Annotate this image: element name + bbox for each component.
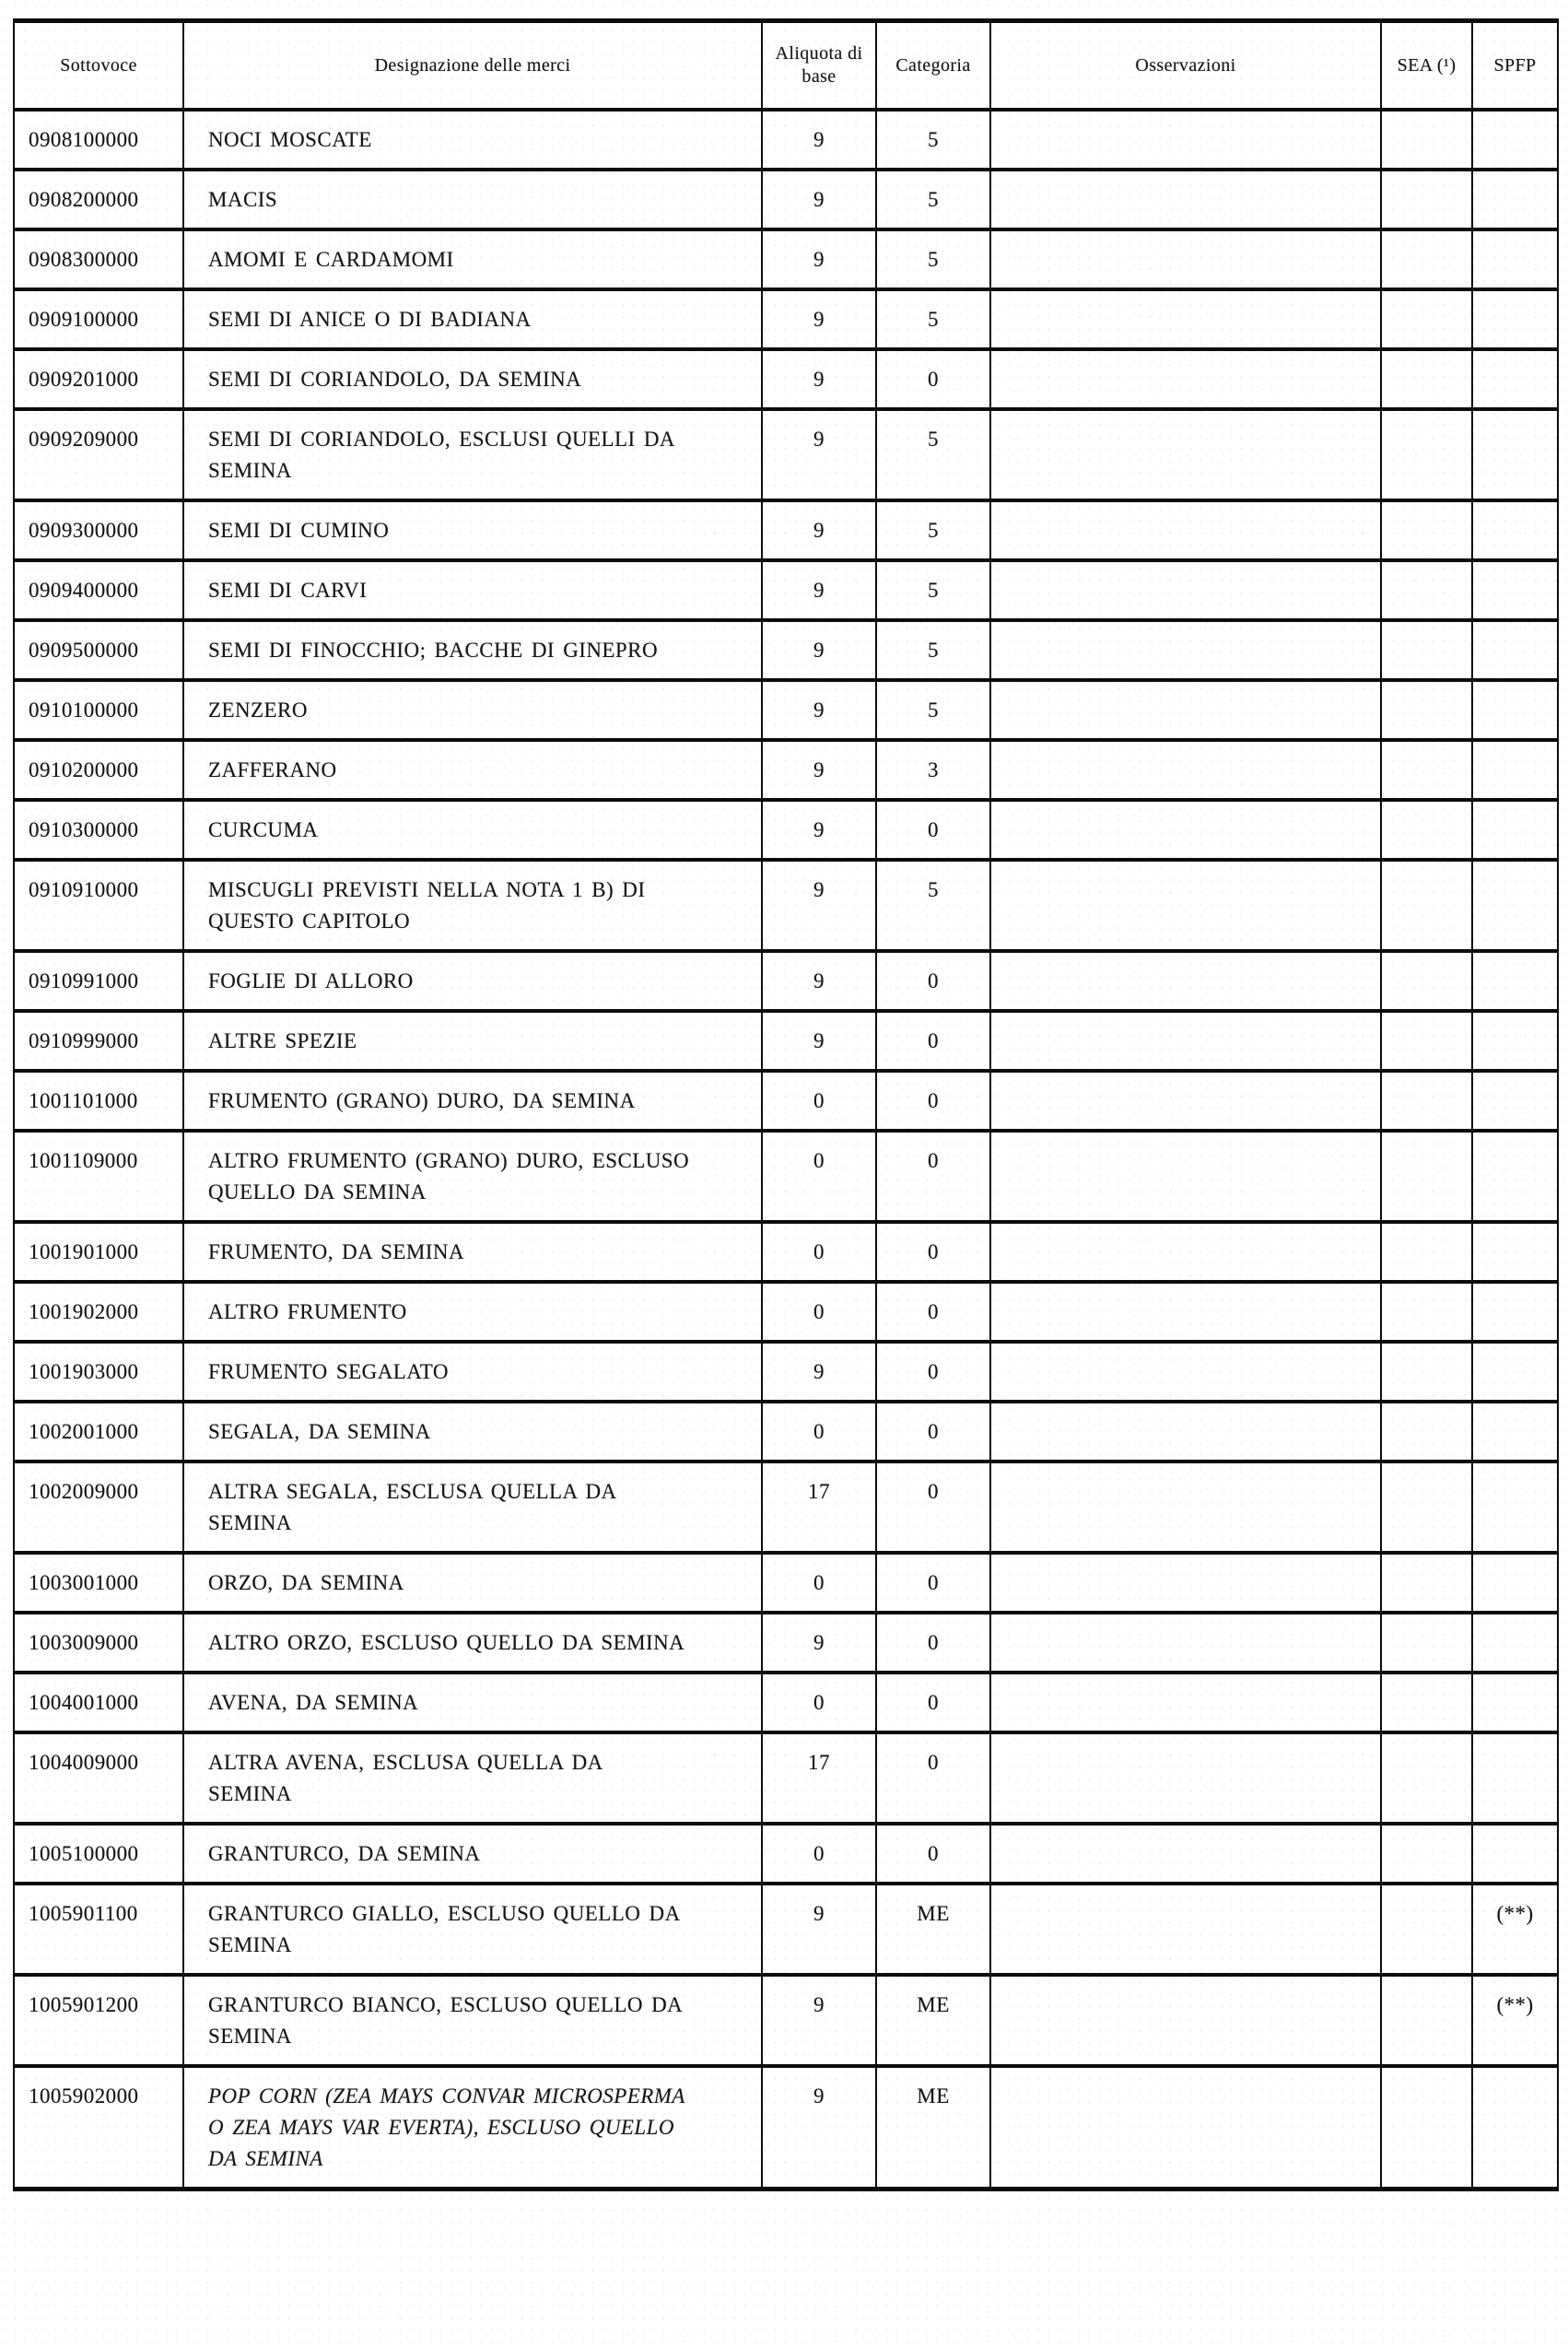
table-body xyxy=(14,110,1558,2190)
cell-description: ZAFFERANO xyxy=(183,740,762,800)
cell-sea xyxy=(1381,1131,1472,1222)
cell-sea xyxy=(1381,680,1472,740)
cell-observations xyxy=(990,1673,1381,1732)
cell-spfp xyxy=(1472,951,1558,1011)
cell-code: 0909400000 xyxy=(14,560,183,620)
cell-description: NOCI MOSCATE xyxy=(183,110,762,170)
table-row xyxy=(14,1402,1558,1462)
cell-category: 5 xyxy=(876,560,990,620)
cell-base-rate: 9 xyxy=(762,800,876,860)
cell-observations xyxy=(990,1975,1381,2066)
table-row xyxy=(14,1462,1558,1553)
cell-sea xyxy=(1381,1011,1472,1071)
cell-category: 0 xyxy=(876,1011,990,1071)
cell-category: 0 xyxy=(876,1402,990,1462)
table-row xyxy=(14,1553,1558,1613)
cell-sea xyxy=(1381,1462,1472,1553)
table-row xyxy=(14,1222,1558,1282)
cell-observations xyxy=(990,680,1381,740)
table-row xyxy=(14,170,1558,229)
cell-base-rate: 9 xyxy=(762,349,876,409)
header-spfp: SPFP xyxy=(1472,21,1558,111)
table-row xyxy=(14,1613,1558,1673)
cell-observations xyxy=(990,740,1381,800)
cell-category: ME xyxy=(876,1884,990,1975)
cell-sea xyxy=(1381,1071,1472,1131)
cell-sea xyxy=(1381,860,1472,951)
table-row xyxy=(14,740,1558,800)
cell-spfp xyxy=(1472,1553,1558,1613)
cell-code: 1001109000 xyxy=(14,1131,183,1222)
cell-code: 1001902000 xyxy=(14,1282,183,1342)
cell-code: 1001901000 xyxy=(14,1222,183,1282)
cell-observations xyxy=(990,1131,1381,1222)
cell-base-rate: 9 xyxy=(762,680,876,740)
cell-category: 0 xyxy=(876,1553,990,1613)
tariff-table xyxy=(13,18,1559,2191)
cell-category: 5 xyxy=(876,229,990,289)
cell-observations xyxy=(990,1884,1381,1975)
cell-description: SEMI DI FINOCCHIO; BACCHE DI GINEPRO xyxy=(183,620,762,680)
cell-description: AVENA, DA SEMINA xyxy=(183,1673,762,1732)
table-row xyxy=(14,2066,1558,2190)
cell-spfp xyxy=(1472,349,1558,409)
cell-spfp xyxy=(1472,1824,1558,1884)
cell-spfp xyxy=(1472,1071,1558,1131)
cell-sea xyxy=(1381,560,1472,620)
cell-spfp: (**) xyxy=(1472,1884,1558,1975)
cell-sea xyxy=(1381,800,1472,860)
cell-base-rate: 9 xyxy=(762,1342,876,1402)
cell-observations xyxy=(990,229,1381,289)
cell-category: 5 xyxy=(876,170,990,229)
cell-spfp xyxy=(1472,1011,1558,1071)
cell-description: SEMI DI CUMINO xyxy=(183,500,762,560)
cell-observations xyxy=(990,1071,1381,1131)
cell-sea xyxy=(1381,409,1472,500)
cell-sea xyxy=(1381,1282,1472,1342)
cell-observations xyxy=(990,1613,1381,1673)
cell-sea xyxy=(1381,349,1472,409)
cell-base-rate: 9 xyxy=(762,1011,876,1071)
table-row xyxy=(14,110,1558,170)
cell-category: 0 xyxy=(876,349,990,409)
cell-category: 0 xyxy=(876,1282,990,1342)
table-row xyxy=(14,1824,1558,1884)
cell-sea xyxy=(1381,1884,1472,1975)
cell-code: 1001903000 xyxy=(14,1342,183,1402)
table-row xyxy=(14,1131,1558,1222)
cell-code: 0908300000 xyxy=(14,229,183,289)
cell-sea xyxy=(1381,500,1472,560)
cell-spfp xyxy=(1472,500,1558,560)
cell-spfp: (**) xyxy=(1472,1975,1558,2066)
header-sea: SEA (¹) xyxy=(1381,21,1472,111)
cell-description: MACIS xyxy=(183,170,762,229)
cell-description: FOGLIE DI ALLORO xyxy=(183,951,762,1011)
cell-base-rate: 17 xyxy=(762,1732,876,1824)
cell-base-rate: 9 xyxy=(762,500,876,560)
cell-spfp xyxy=(1472,170,1558,229)
table-row xyxy=(14,1975,1558,2066)
table-row xyxy=(14,500,1558,560)
cell-sea xyxy=(1381,1673,1472,1732)
cell-base-rate: 9 xyxy=(762,951,876,1011)
cell-description: GRANTURCO, DA SEMINA xyxy=(183,1824,762,1884)
cell-spfp xyxy=(1472,1462,1558,1553)
cell-observations xyxy=(990,500,1381,560)
cell-observations xyxy=(990,1222,1381,1282)
cell-category: 0 xyxy=(876,1824,990,1884)
table-row xyxy=(14,409,1558,500)
cell-code: 0910910000 xyxy=(14,860,183,951)
cell-category: 0 xyxy=(876,1342,990,1402)
cell-description: GRANTURCO BIANCO, ESCLUSO QUELLO DA SEMINA xyxy=(183,1975,762,2066)
cell-description: ALTRA AVENA, ESCLUSA QUELLA DA SEMINA xyxy=(183,1732,762,1824)
cell-description: ALTRO ORZO, ESCLUSO QUELLO DA SEMINA xyxy=(183,1613,762,1673)
cell-description: POP CORN (ZEA MAYS CONVAR MICROSPERMA O ZEA MAYS VAR EVERTA), ESCLUSO QUELLO DA SEMINA xyxy=(183,2066,762,2190)
cell-description: FRUMENTO SEGALATO xyxy=(183,1342,762,1402)
header-base-rate: Aliquota di base xyxy=(762,21,876,111)
cell-observations xyxy=(990,409,1381,500)
cell-observations xyxy=(990,951,1381,1011)
cell-category: 5 xyxy=(876,860,990,951)
cell-code: 0910999000 xyxy=(14,1011,183,1071)
cell-description: FRUMENTO (GRANO) DURO, DA SEMINA xyxy=(183,1071,762,1131)
cell-base-rate: 9 xyxy=(762,110,876,170)
cell-observations xyxy=(990,110,1381,170)
cell-description: GRANTURCO GIALLO, ESCLUSO QUELLO DA SEMINA xyxy=(183,1884,762,1975)
cell-description: ORZO, DA SEMINA xyxy=(183,1553,762,1613)
cell-spfp xyxy=(1472,1282,1558,1342)
header-description: Designazione delle merci xyxy=(183,21,762,111)
table-row xyxy=(14,860,1558,951)
header-observations: Osservazioni xyxy=(990,21,1381,111)
cell-base-rate: 9 xyxy=(762,1975,876,2066)
cell-observations xyxy=(990,1342,1381,1402)
table-row xyxy=(14,800,1558,860)
cell-category: 3 xyxy=(876,740,990,800)
cell-observations xyxy=(990,1462,1381,1553)
cell-code: 0909201000 xyxy=(14,349,183,409)
cell-observations xyxy=(990,560,1381,620)
header-row xyxy=(14,21,1558,111)
cell-description: SEMI DI CORIANDOLO, ESCLUSI QUELLI DA SEMINA xyxy=(183,409,762,500)
cell-base-rate: 9 xyxy=(762,1613,876,1673)
cell-description: SEMI DI ANICE O DI BADIANA xyxy=(183,289,762,349)
cell-spfp xyxy=(1472,560,1558,620)
cell-spfp xyxy=(1472,2066,1558,2190)
cell-code: 1002001000 xyxy=(14,1402,183,1462)
cell-spfp xyxy=(1472,1732,1558,1824)
table-row xyxy=(14,1732,1558,1824)
cell-category: 0 xyxy=(876,1732,990,1824)
table-row xyxy=(14,1282,1558,1342)
cell-code: 1005100000 xyxy=(14,1824,183,1884)
cell-category: 0 xyxy=(876,951,990,1011)
cell-category: 0 xyxy=(876,1071,990,1131)
cell-spfp xyxy=(1472,620,1558,680)
table-row xyxy=(14,1884,1558,1975)
cell-category: 0 xyxy=(876,1222,990,1282)
table-row xyxy=(14,1011,1558,1071)
cell-category: 0 xyxy=(876,800,990,860)
cell-spfp xyxy=(1472,110,1558,170)
header-category: Categoria xyxy=(876,21,990,111)
cell-base-rate: 9 xyxy=(762,289,876,349)
cell-sea xyxy=(1381,289,1472,349)
cell-category: 0 xyxy=(876,1131,990,1222)
cell-category: ME xyxy=(876,2066,990,2190)
cell-sea xyxy=(1381,170,1472,229)
cell-sea xyxy=(1381,1222,1472,1282)
cell-description: SEMI DI CARVI xyxy=(183,560,762,620)
cell-sea xyxy=(1381,1824,1472,1884)
table-row xyxy=(14,560,1558,620)
cell-base-rate: 0 xyxy=(762,1282,876,1342)
cell-code: 0910991000 xyxy=(14,951,183,1011)
cell-observations xyxy=(990,1732,1381,1824)
cell-description: AMOMI E CARDAMOMI xyxy=(183,229,762,289)
cell-category: 5 xyxy=(876,620,990,680)
header-code: Sottovoce xyxy=(14,21,183,111)
cell-base-rate: 9 xyxy=(762,740,876,800)
cell-code: 1002009000 xyxy=(14,1462,183,1553)
cell-spfp xyxy=(1472,680,1558,740)
cell-spfp xyxy=(1472,1222,1558,1282)
cell-code: 1004001000 xyxy=(14,1673,183,1732)
cell-code: 1004009000 xyxy=(14,1732,183,1824)
cell-description: ALTRA SEGALA, ESCLUSA QUELLA DA SEMINA xyxy=(183,1462,762,1553)
cell-sea xyxy=(1381,1402,1472,1462)
cell-description: FRUMENTO, DA SEMINA xyxy=(183,1222,762,1282)
cell-base-rate: 9 xyxy=(762,1884,876,1975)
cell-category: 5 xyxy=(876,409,990,500)
cell-category: 0 xyxy=(876,1462,990,1553)
cell-base-rate: 9 xyxy=(762,170,876,229)
cell-base-rate: 9 xyxy=(762,2066,876,2190)
table-header xyxy=(14,21,1558,111)
cell-spfp xyxy=(1472,1613,1558,1673)
cell-observations xyxy=(990,1011,1381,1071)
table-row xyxy=(14,229,1558,289)
cell-spfp xyxy=(1472,229,1558,289)
cell-base-rate: 0 xyxy=(762,1553,876,1613)
cell-spfp xyxy=(1472,289,1558,349)
table-row xyxy=(14,289,1558,349)
cell-observations xyxy=(990,1282,1381,1342)
cell-code: 0909300000 xyxy=(14,500,183,560)
cell-code: 0909100000 xyxy=(14,289,183,349)
cell-code: 0909500000 xyxy=(14,620,183,680)
cell-description: ALTRO FRUMENTO (GRANO) DURO, ESCLUSO QUELLO DA SEMINA xyxy=(183,1131,762,1222)
cell-category: ME xyxy=(876,1975,990,2066)
cell-spfp xyxy=(1472,1342,1558,1402)
cell-observations xyxy=(990,1824,1381,1884)
cell-sea xyxy=(1381,1732,1472,1824)
cell-sea xyxy=(1381,229,1472,289)
cell-code: 1005902000 xyxy=(14,2066,183,2190)
cell-base-rate: 0 xyxy=(762,1673,876,1732)
cell-spfp xyxy=(1472,1402,1558,1462)
cell-sea xyxy=(1381,740,1472,800)
cell-spfp xyxy=(1472,800,1558,860)
cell-code: 1003001000 xyxy=(14,1553,183,1613)
cell-spfp xyxy=(1472,740,1558,800)
cell-code: 1001101000 xyxy=(14,1071,183,1131)
cell-base-rate: 9 xyxy=(762,409,876,500)
cell-sea xyxy=(1381,1553,1472,1613)
cell-description: ZENZERO xyxy=(183,680,762,740)
cell-description: ALTRE SPEZIE xyxy=(183,1011,762,1071)
table-row xyxy=(14,951,1558,1011)
cell-description: CURCUMA xyxy=(183,800,762,860)
cell-description: SEMI DI CORIANDOLO, DA SEMINA xyxy=(183,349,762,409)
cell-observations xyxy=(990,800,1381,860)
cell-base-rate: 0 xyxy=(762,1222,876,1282)
cell-description: MISCUGLI PREVISTI NELLA NOTA 1 B) DI QUESTO CAPITOLO xyxy=(183,860,762,951)
cell-sea xyxy=(1381,1613,1472,1673)
table-row xyxy=(14,1673,1558,1732)
cell-base-rate: 17 xyxy=(762,1462,876,1553)
cell-code: 1005901100 xyxy=(14,1884,183,1975)
cell-code: 0908200000 xyxy=(14,170,183,229)
cell-observations xyxy=(990,860,1381,951)
table-row xyxy=(14,1071,1558,1131)
cell-base-rate: 0 xyxy=(762,1824,876,1884)
cell-spfp xyxy=(1472,409,1558,500)
cell-description: ALTRO FRUMENTO xyxy=(183,1282,762,1342)
cell-base-rate: 9 xyxy=(762,620,876,680)
cell-category: 5 xyxy=(876,500,990,560)
cell-observations xyxy=(990,620,1381,680)
table-row xyxy=(14,620,1558,680)
cell-spfp xyxy=(1472,860,1558,951)
cell-sea xyxy=(1381,620,1472,680)
cell-observations xyxy=(990,2066,1381,2190)
cell-observations xyxy=(990,349,1381,409)
cell-category: 5 xyxy=(876,110,990,170)
cell-code: 0910100000 xyxy=(14,680,183,740)
cell-sea xyxy=(1381,951,1472,1011)
cell-code: 0910300000 xyxy=(14,800,183,860)
cell-category: 0 xyxy=(876,1673,990,1732)
cell-spfp xyxy=(1472,1131,1558,1222)
cell-base-rate: 9 xyxy=(762,560,876,620)
cell-code: 0909209000 xyxy=(14,409,183,500)
cell-observations xyxy=(990,170,1381,229)
cell-sea xyxy=(1381,1975,1472,2066)
cell-spfp xyxy=(1472,1673,1558,1732)
cell-observations xyxy=(990,1553,1381,1613)
table-row xyxy=(14,680,1558,740)
cell-base-rate: 0 xyxy=(762,1402,876,1462)
table-row xyxy=(14,349,1558,409)
cell-base-rate: 0 xyxy=(762,1131,876,1222)
cell-base-rate: 9 xyxy=(762,229,876,289)
cell-sea xyxy=(1381,110,1472,170)
cell-category: 5 xyxy=(876,680,990,740)
cell-code: 1003009000 xyxy=(14,1613,183,1673)
cell-sea xyxy=(1381,1342,1472,1402)
cell-description: SEGALA, DA SEMINA xyxy=(183,1402,762,1462)
cell-code: 0908100000 xyxy=(14,110,183,170)
cell-base-rate: 9 xyxy=(762,860,876,951)
cell-category: 5 xyxy=(876,289,990,349)
table-row xyxy=(14,1342,1558,1402)
cell-code: 1005901200 xyxy=(14,1975,183,2066)
cell-base-rate: 0 xyxy=(762,1071,876,1131)
cell-observations xyxy=(990,289,1381,349)
cell-category: 0 xyxy=(876,1613,990,1673)
cell-code: 0910200000 xyxy=(14,740,183,800)
cell-observations xyxy=(990,1402,1381,1462)
cell-sea xyxy=(1381,2066,1472,2190)
